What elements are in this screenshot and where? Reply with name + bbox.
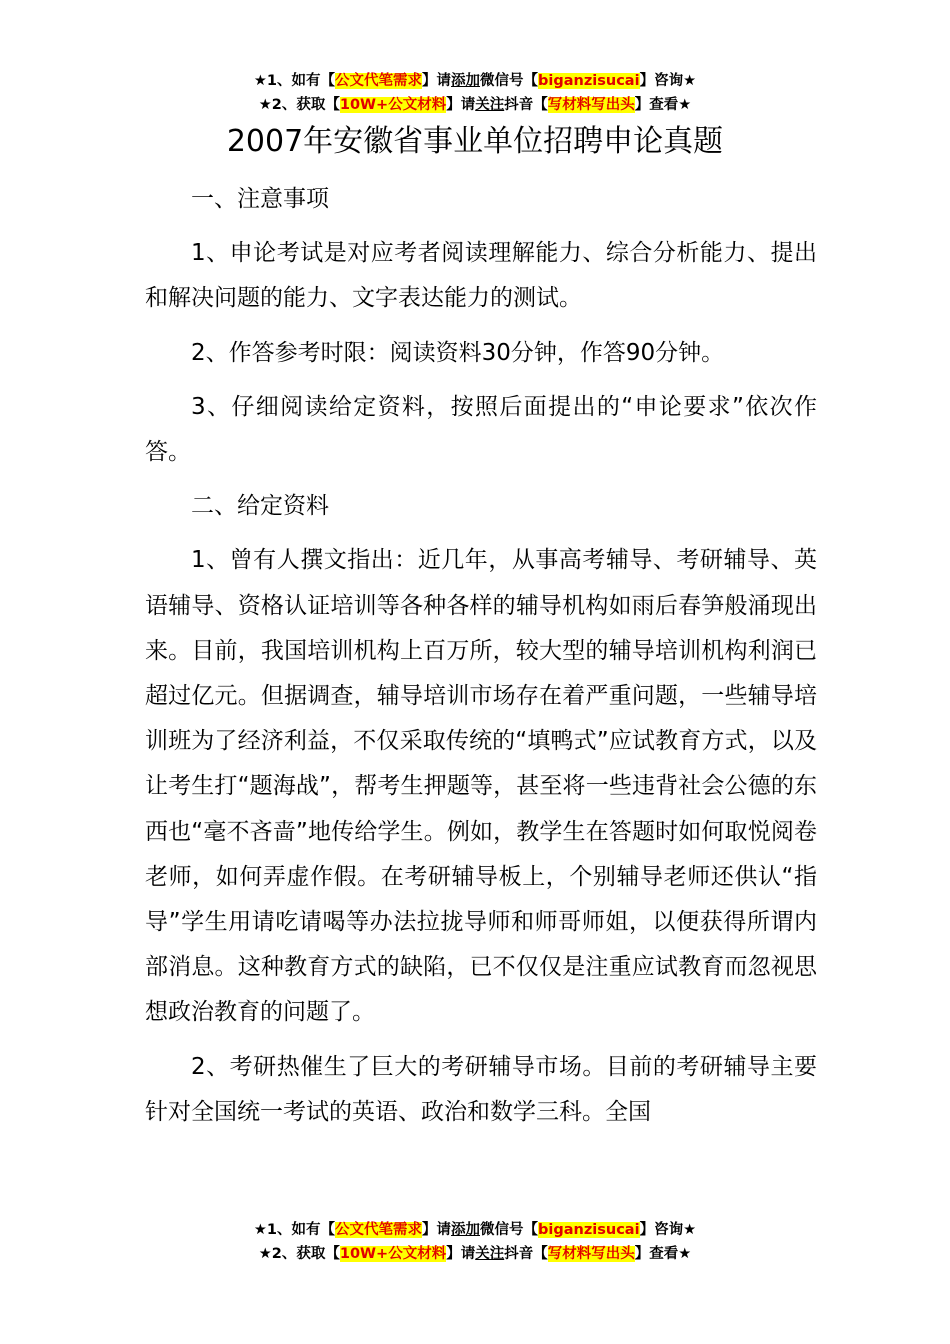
promo-line-2: ★2、获取【10W+公文材料】请关注抖音【写材料写出头】查看★ <box>258 1246 692 1262</box>
highlight-wechat-id: biganzisucai <box>538 73 640 89</box>
document-title: 2007年安徽省事业单位招聘申论真题 <box>226 124 724 159</box>
paragraph: 2、考研热催生了巨大的考研辅导市场。目前的考研辅导主要针对全国统一考试的英语、政治和数学三科。全国 <box>145 1053 817 1125</box>
highlight-service: 公文代笔需求 <box>335 73 423 89</box>
promo-line-2: ★2、获取【10W+公文材料】请关注抖音【写材料写出头】查看★ <box>258 97 692 113</box>
highlight-materials: 10W+公文材料 <box>339 97 447 113</box>
paragraph: 1、申论考试是对应考者阅读理解能力、综合分析能力、提出和解决问题的能力、文字表达能力的测试。 <box>145 240 817 312</box>
promo-line-1: ★1、如有【公文代笔需求】请添加微信号【biganzisucai】咨询★ <box>253 1222 697 1238</box>
highlight-materials: 10W+公文材料 <box>339 1246 447 1262</box>
paragraph: 3、仔细阅读给定资料，按照后面提出的“申论要求”依次作答。 <box>145 393 817 466</box>
section-heading-notes: 一、注意事项 <box>191 186 329 212</box>
paragraph: 1、曾有人撰文指出：近几年，从事高考辅导、考研辅导、英语辅导、资格认证培训等各种各样的辅导机构如雨后春笋般涌现出来。目前，我国培训机构上百万所，较大型的辅导培训机构利润已超过亿元。但据调查，辅导培训市场存在着严重问题，一些辅导培训班为了经济利益，不仅采取传统的“填鸭式”应试教育方式，以及让考生打“题海战”，帮考生押题等，甚至将一些违背社会公德的东西也“毫不吝啬”地传给学生。例如，教学生在答题时如何取悦阅卷老师，如何弄虚作假。在考研辅导板上，个别辅导老师还供认“指导”学生用请吃请喝等办法拉拢导师和师哥师姐，以便获得所谓内部消息。这种教育方式的缺陷，已不仅仅是注重应试教育而忽视思想政治教育的问题了。 <box>145 547 817 1026</box>
promo-line-1: ★1、如有【公文代笔需求】请添加微信号【biganzisucai】咨询★ <box>253 73 697 89</box>
highlight-wechat-id: biganzisucai <box>538 1222 640 1238</box>
highlight-douyin-id: 写材料写出头 <box>547 97 635 113</box>
document-body <box>145 177 817 1144</box>
highlight-service: 公文代笔需求 <box>335 1222 423 1238</box>
promo-banner-top <box>0 69 950 117</box>
promo-banner-bottom <box>0 1218 950 1266</box>
highlight-douyin-id: 写材料写出头 <box>547 1246 635 1262</box>
paragraph: 2、作答参考时限：阅读资料30分钟，作答90分钟。 <box>191 339 725 366</box>
section-heading-materials: 二、给定资料 <box>191 493 329 520</box>
